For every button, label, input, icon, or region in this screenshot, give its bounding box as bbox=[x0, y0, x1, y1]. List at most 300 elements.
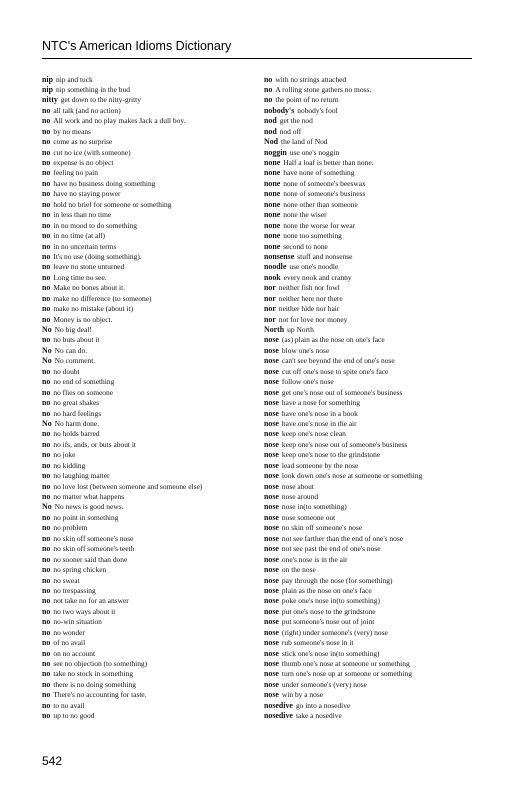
entry-phrase: expense is no object bbox=[53, 158, 114, 167]
entry-headword: nonsense bbox=[264, 251, 295, 261]
entry-phrase: neither hide nor hair bbox=[278, 304, 340, 314]
entry-phrase: with no strings attached bbox=[275, 74, 347, 84]
entry-phrase: Money is no object. bbox=[53, 314, 113, 324]
entry-headword: nose bbox=[264, 408, 279, 418]
entry-headword: nose bbox=[264, 596, 279, 606]
index-entry bbox=[42, 158, 257, 168]
entry-phrase: up North bbox=[287, 325, 314, 334]
entry-phrase: follow one's nose bbox=[281, 377, 334, 387]
entry-headword: nose bbox=[264, 617, 279, 627]
index-entry bbox=[264, 127, 479, 137]
entry-phrase: (as) plain as the nose on one's face bbox=[281, 335, 385, 345]
index-entry bbox=[42, 544, 257, 554]
index-entry bbox=[264, 95, 479, 105]
index-entry bbox=[42, 325, 257, 335]
index-entry bbox=[42, 596, 257, 606]
entry-phrase: up to no good bbox=[53, 711, 95, 721]
entry-headword: no bbox=[42, 293, 51, 303]
entry-phrase: neither fish nor fowl bbox=[278, 283, 340, 293]
index-entry bbox=[264, 523, 479, 533]
entry-phrase: A rolling stone gathers no moss. bbox=[275, 84, 372, 94]
index-entry bbox=[264, 75, 479, 85]
entry-headword: none bbox=[264, 168, 281, 178]
entry-headword: no bbox=[264, 74, 273, 84]
entry-headword: nose bbox=[264, 460, 279, 470]
entry-phrase: nod off bbox=[279, 126, 302, 136]
entry-headword: no bbox=[42, 554, 51, 564]
entry-headword: no bbox=[264, 95, 273, 105]
entry-phrase: not take no for an answer bbox=[53, 596, 129, 606]
index-entry bbox=[264, 148, 479, 158]
entry-headword: nose bbox=[264, 356, 279, 366]
entry-headword: no bbox=[42, 492, 51, 501]
index-entry bbox=[42, 116, 257, 126]
index-entry bbox=[264, 586, 479, 596]
index-entry bbox=[264, 242, 479, 252]
entry-headword: no bbox=[42, 116, 51, 126]
entry-headword: nose bbox=[264, 669, 279, 679]
entry-phrase: have a nose for something bbox=[281, 398, 360, 408]
entry-headword: no bbox=[42, 210, 51, 220]
index-entry bbox=[42, 95, 257, 105]
index-entry bbox=[264, 690, 479, 700]
entry-headword: no bbox=[42, 648, 51, 658]
entry-headword: nose bbox=[264, 523, 279, 533]
entry-headword: nose bbox=[264, 554, 279, 564]
index-entry bbox=[42, 168, 257, 178]
entry-headword: none bbox=[264, 220, 281, 230]
entry-headword: no bbox=[42, 105, 51, 115]
index-entry bbox=[42, 200, 257, 210]
entry-phrase: no hard feelings bbox=[53, 408, 102, 418]
entry-phrase: have none of something bbox=[283, 168, 355, 178]
entry-headword: nor bbox=[264, 314, 276, 324]
entry-phrase: cut off one's nose to spite one's face bbox=[281, 366, 389, 376]
index-entry bbox=[264, 168, 479, 178]
index-entry bbox=[42, 659, 257, 669]
entry-phrase: no problem bbox=[53, 523, 88, 533]
entry-headword: nose bbox=[264, 648, 279, 658]
entry-headword: nip bbox=[42, 74, 53, 84]
index-entry bbox=[42, 179, 257, 189]
entry-headword: No bbox=[42, 345, 52, 355]
entry-headword: no bbox=[42, 575, 51, 585]
index-entry bbox=[264, 628, 479, 638]
entry-phrase: plain as the nose on one's face bbox=[281, 585, 372, 595]
entry-headword: Nod bbox=[264, 137, 279, 147]
index-entry bbox=[42, 283, 257, 293]
index-entry bbox=[264, 576, 479, 586]
index-entry bbox=[42, 189, 257, 199]
entry-headword: no bbox=[42, 283, 51, 293]
entry-headword: no bbox=[42, 429, 51, 439]
entry-headword: no bbox=[42, 439, 51, 449]
index-entry bbox=[264, 534, 479, 544]
index-entry bbox=[42, 638, 257, 648]
entry-phrase: in no mood to do something bbox=[53, 220, 138, 230]
index-entry bbox=[42, 315, 257, 325]
index-entry bbox=[264, 315, 479, 325]
index-entry bbox=[42, 607, 257, 617]
entry-phrase: Make no bones about it. bbox=[53, 283, 126, 293]
entry-phrase: no joke bbox=[53, 450, 76, 460]
entry-phrase: come as no surprise bbox=[53, 137, 113, 147]
entry-headword: nose bbox=[264, 387, 279, 397]
index-entry bbox=[42, 534, 257, 544]
index-entry bbox=[42, 649, 257, 659]
entry-headword: no bbox=[42, 471, 51, 481]
entry-headword: No bbox=[42, 502, 52, 512]
entry-phrase: (right) under someone's (very) nose bbox=[281, 627, 388, 637]
entry-phrase: take a nosedive bbox=[295, 711, 342, 721]
entry-headword: no bbox=[42, 189, 51, 199]
index-entry bbox=[42, 711, 257, 721]
entry-headword: nosedive bbox=[264, 711, 293, 721]
entry-phrase: to no avail bbox=[53, 700, 85, 710]
index-entry bbox=[264, 85, 479, 95]
entry-phrase: get one's nose out of someone's business bbox=[281, 387, 403, 397]
entry-headword: nook bbox=[264, 272, 281, 282]
entry-headword: no bbox=[42, 158, 51, 167]
entry-phrase: there is no doing something bbox=[53, 679, 136, 689]
index-entry bbox=[42, 221, 257, 231]
index-entry bbox=[264, 649, 479, 659]
entry-phrase: stuff and nonsense bbox=[297, 251, 353, 261]
index-entry bbox=[264, 283, 479, 293]
entry-phrase: no great shakes bbox=[53, 398, 100, 408]
entry-headword: nor bbox=[264, 283, 276, 293]
index-entry bbox=[264, 419, 479, 429]
index-entry bbox=[264, 304, 479, 314]
entry-headword: no bbox=[42, 377, 51, 387]
entry-headword: no bbox=[42, 251, 51, 261]
entry-phrase: have no staying power bbox=[53, 189, 121, 199]
entry-headword: none bbox=[264, 241, 281, 251]
entry-phrase: none of someone's beeswax bbox=[283, 178, 366, 188]
index-entry bbox=[42, 680, 257, 690]
entry-phrase: no point in something bbox=[53, 512, 119, 522]
index-entry bbox=[42, 450, 257, 460]
entry-phrase: look down one's nose at someone or something bbox=[281, 471, 423, 481]
entry-headword: no bbox=[42, 711, 51, 721]
index-entry bbox=[264, 179, 479, 189]
index-entry bbox=[42, 576, 257, 586]
entry-phrase: There's no accounting for taste. bbox=[53, 690, 147, 700]
entry-phrase: Long time no see. bbox=[53, 272, 107, 282]
entry-headword: no bbox=[42, 700, 51, 710]
entry-phrase: cut no ice (with someone) bbox=[53, 147, 131, 157]
entry-headword: nose bbox=[264, 638, 279, 648]
index-entry bbox=[42, 231, 257, 241]
entry-headword: no bbox=[42, 669, 51, 679]
entry-phrase: none other than someone bbox=[283, 199, 358, 209]
entry-headword: no bbox=[42, 544, 51, 554]
entry-phrase: the point of no return bbox=[275, 95, 339, 105]
index-entry bbox=[264, 262, 479, 272]
entry-phrase: win by a nose bbox=[281, 690, 324, 700]
entry-phrase: one's nose is in the air bbox=[281, 554, 348, 564]
index-entry bbox=[42, 85, 257, 95]
index-entry bbox=[264, 596, 479, 606]
entry-headword: nose bbox=[264, 585, 279, 595]
entry-phrase: not see past the end of one's nose bbox=[281, 544, 381, 554]
index-entry bbox=[42, 127, 257, 137]
entry-phrase: no kidding bbox=[53, 460, 86, 470]
index-entry bbox=[264, 492, 479, 502]
entry-phrase: All work and no play makes Jack a dull boy. bbox=[53, 116, 186, 126]
entry-phrase: no laughing matter bbox=[53, 471, 110, 481]
entry-headword: no bbox=[42, 408, 51, 418]
entry-headword: nose bbox=[264, 377, 279, 387]
index-entry bbox=[264, 711, 479, 721]
index-entry bbox=[264, 482, 479, 492]
entry-headword: no bbox=[42, 606, 51, 616]
entry-headword: no bbox=[42, 690, 51, 700]
entry-phrase: poke one's nose in(to something) bbox=[281, 596, 380, 606]
entry-headword: nor bbox=[264, 293, 276, 303]
entry-phrase: put one's nose to the grindstone bbox=[281, 606, 376, 616]
entry-headword: no bbox=[42, 638, 51, 648]
entry-headword: nose bbox=[264, 565, 279, 575]
entry-phrase: thumb one's nose at someone or something bbox=[281, 659, 410, 668]
entry-headword: no bbox=[42, 659, 51, 668]
entry-phrase: Half a loaf is better than none. bbox=[283, 158, 374, 167]
index-entry bbox=[264, 513, 479, 523]
entry-headword: no bbox=[42, 199, 51, 209]
entry-phrase: of no avail bbox=[53, 638, 86, 648]
index-entry bbox=[42, 106, 257, 116]
entry-headword: no bbox=[42, 627, 51, 637]
entry-headword: none bbox=[264, 210, 281, 220]
index-entry bbox=[42, 294, 257, 304]
entry-phrase: no two ways about it bbox=[53, 606, 116, 616]
entry-phrase: no spring chicken bbox=[53, 565, 107, 575]
entry-phrase: no skin off someone's teeth bbox=[53, 544, 135, 554]
entry-headword: nip bbox=[42, 84, 53, 94]
index-entry bbox=[42, 461, 257, 471]
entry-phrase: keep one's nose to the grindstone bbox=[281, 450, 381, 460]
entry-phrase: make no mistake (about it) bbox=[53, 304, 134, 314]
index-entry bbox=[264, 429, 479, 439]
index-entry bbox=[264, 367, 479, 377]
entry-headword: no bbox=[42, 523, 51, 533]
index-entry bbox=[264, 701, 479, 711]
entry-headword: no bbox=[42, 585, 51, 595]
entry-headword: no bbox=[42, 314, 51, 324]
index-entry bbox=[42, 669, 257, 679]
entry-phrase: no buts about it bbox=[53, 335, 100, 345]
entry-phrase: no love lost (between someone and someone else) bbox=[53, 481, 203, 491]
entry-phrase: no doubt bbox=[53, 366, 80, 376]
index-entry bbox=[42, 137, 257, 147]
entry-phrase: no trespassing bbox=[53, 585, 96, 595]
entry-headword: nose bbox=[264, 335, 279, 345]
index-entry bbox=[42, 388, 257, 398]
index-entry bbox=[264, 638, 479, 648]
index-entry bbox=[264, 325, 479, 335]
entry-headword: no bbox=[42, 168, 51, 178]
entry-phrase: see no objection (to something) bbox=[53, 659, 148, 668]
entry-phrase: no ifs, ands, or buts about it bbox=[53, 439, 136, 449]
entry-headword: nor bbox=[264, 304, 276, 314]
entry-phrase: no skin off someone's nose bbox=[53, 533, 134, 543]
entry-headword: noggin bbox=[264, 147, 287, 157]
entry-headword: nobody's bbox=[264, 105, 295, 115]
index-entry bbox=[42, 304, 257, 314]
entry-headword: no bbox=[42, 220, 51, 230]
index-entry bbox=[42, 346, 257, 356]
index-entry bbox=[264, 544, 479, 554]
entry-phrase: take no stock in something bbox=[53, 669, 134, 679]
entry-headword: nod bbox=[264, 116, 277, 126]
entry-headword: nose bbox=[264, 439, 279, 449]
entry-phrase: in less than no time bbox=[53, 210, 112, 220]
entry-headword: no bbox=[42, 533, 51, 543]
entry-phrase: no matter what happens bbox=[53, 492, 125, 501]
index-entry bbox=[264, 471, 479, 481]
index-entry bbox=[264, 555, 479, 565]
index-entry bbox=[42, 273, 257, 283]
entry-phrase: blow one's nose bbox=[281, 345, 330, 355]
index-entry bbox=[42, 242, 257, 252]
entry-headword: no bbox=[42, 460, 51, 470]
entry-headword: nose bbox=[264, 575, 279, 585]
left-column bbox=[42, 75, 257, 722]
index-entry bbox=[42, 555, 257, 565]
index-entry bbox=[42, 565, 257, 575]
index-entry bbox=[264, 231, 479, 241]
entry-phrase: can't see beyond the end of one's nose bbox=[281, 356, 395, 366]
entry-headword: no bbox=[42, 335, 51, 345]
entry-headword: No bbox=[42, 325, 52, 334]
entry-phrase: no sweat bbox=[53, 575, 80, 585]
right-column bbox=[264, 75, 479, 722]
index-entry bbox=[42, 617, 257, 627]
entry-phrase: leave no stone unturned bbox=[53, 262, 125, 272]
entry-headword: nose bbox=[264, 690, 279, 700]
entry-headword: nose bbox=[264, 512, 279, 522]
entry-phrase: the land of Nod bbox=[281, 137, 328, 147]
index-entry bbox=[42, 356, 257, 366]
entry-phrase: have one's nose in the air bbox=[281, 418, 357, 428]
index-entry bbox=[264, 158, 479, 168]
index-entry bbox=[42, 440, 257, 450]
entry-headword: no bbox=[42, 398, 51, 408]
entry-phrase: in no time (at all) bbox=[53, 231, 105, 241]
index-entry bbox=[264, 409, 479, 419]
entry-phrase: use one's noggin bbox=[289, 147, 340, 157]
entry-phrase: get the nod bbox=[279, 116, 313, 126]
entry-phrase: none of someone's business bbox=[283, 189, 366, 199]
entry-headword: no bbox=[42, 137, 51, 147]
entry-headword: none bbox=[264, 189, 281, 199]
entry-headword: none bbox=[264, 158, 281, 167]
index-entry bbox=[42, 586, 257, 596]
entry-headword: no bbox=[42, 366, 51, 376]
entry-phrase: keep one's nose clean bbox=[281, 429, 346, 439]
entry-phrase: no-win situation bbox=[53, 617, 102, 627]
entry-headword: none bbox=[264, 231, 281, 241]
index-entry bbox=[264, 450, 479, 460]
index-entry bbox=[264, 294, 479, 304]
index-entry bbox=[42, 482, 257, 492]
entry-phrase: put someone's nose out of joint bbox=[281, 617, 375, 627]
entry-headword: nose bbox=[264, 659, 279, 668]
index-entry bbox=[264, 502, 479, 512]
entry-phrase: nobody's fool bbox=[297, 105, 338, 115]
index-entry bbox=[42, 335, 257, 345]
index-entry bbox=[42, 210, 257, 220]
entry-phrase: lead someone by the nose bbox=[281, 460, 359, 470]
index-entry bbox=[42, 398, 257, 408]
index-entry bbox=[42, 75, 257, 85]
index-entry bbox=[264, 440, 479, 450]
entry-headword: none bbox=[264, 199, 281, 209]
entry-headword: nose bbox=[264, 471, 279, 481]
entry-headword: nose bbox=[264, 418, 279, 428]
index-entry bbox=[42, 513, 257, 523]
entry-phrase: second to none bbox=[283, 241, 328, 251]
entry-phrase: on the nose bbox=[281, 565, 316, 575]
entry-headword: no bbox=[42, 450, 51, 460]
entry-phrase: have no business doing something bbox=[53, 178, 156, 188]
entry-phrase: It's no use (doing something). bbox=[53, 251, 142, 261]
entry-phrase: none the worse for wear bbox=[283, 220, 356, 230]
entry-headword: nose bbox=[264, 679, 279, 689]
index-entry bbox=[42, 367, 257, 377]
entry-headword: noodle bbox=[264, 262, 287, 272]
entry-phrase: under someone's (very) nose bbox=[281, 679, 367, 689]
index-entry bbox=[264, 669, 479, 679]
entry-headword: no bbox=[42, 596, 51, 606]
index-entry bbox=[264, 200, 479, 210]
index-entry bbox=[264, 252, 479, 262]
entry-headword: no bbox=[42, 387, 51, 397]
entry-headword: nose bbox=[264, 398, 279, 408]
index-entry bbox=[42, 628, 257, 638]
entry-phrase: turn one's nose up at someone or something bbox=[281, 669, 412, 679]
index-entry bbox=[264, 356, 479, 366]
index-entry bbox=[42, 252, 257, 262]
entry-phrase: nose in(to something) bbox=[281, 502, 347, 512]
index-entry bbox=[42, 148, 257, 158]
entry-phrase: nip something in the bud bbox=[55, 84, 130, 94]
index-entry bbox=[42, 502, 257, 512]
index-entry bbox=[42, 419, 257, 429]
entry-phrase: pay through the nose (for something) bbox=[281, 575, 393, 585]
entry-headword: no bbox=[42, 262, 51, 272]
index-entry bbox=[42, 523, 257, 533]
entry-phrase: nip and tuck bbox=[55, 74, 93, 84]
index-entry bbox=[42, 429, 257, 439]
entry-phrase: nose around bbox=[281, 492, 319, 501]
running-header: NTC's American Idioms Dictionary bbox=[42, 39, 232, 53]
entry-phrase: none too something bbox=[283, 231, 342, 241]
index-entry bbox=[264, 659, 479, 669]
index-entry bbox=[42, 690, 257, 700]
index-entry bbox=[264, 137, 479, 147]
entry-phrase: go into a nosedive bbox=[295, 700, 351, 710]
index-entry bbox=[264, 335, 479, 345]
entry-phrase: stick one's nose in(to something) bbox=[281, 648, 380, 658]
entry-phrase: no flies on someone bbox=[53, 387, 114, 397]
entry-headword: No bbox=[42, 418, 52, 428]
entry-phrase: every nook and cranny bbox=[283, 272, 352, 282]
page-number: 542 bbox=[42, 754, 63, 768]
index-entry bbox=[264, 680, 479, 690]
index-entry bbox=[264, 106, 479, 116]
entry-headword: no bbox=[42, 304, 51, 314]
